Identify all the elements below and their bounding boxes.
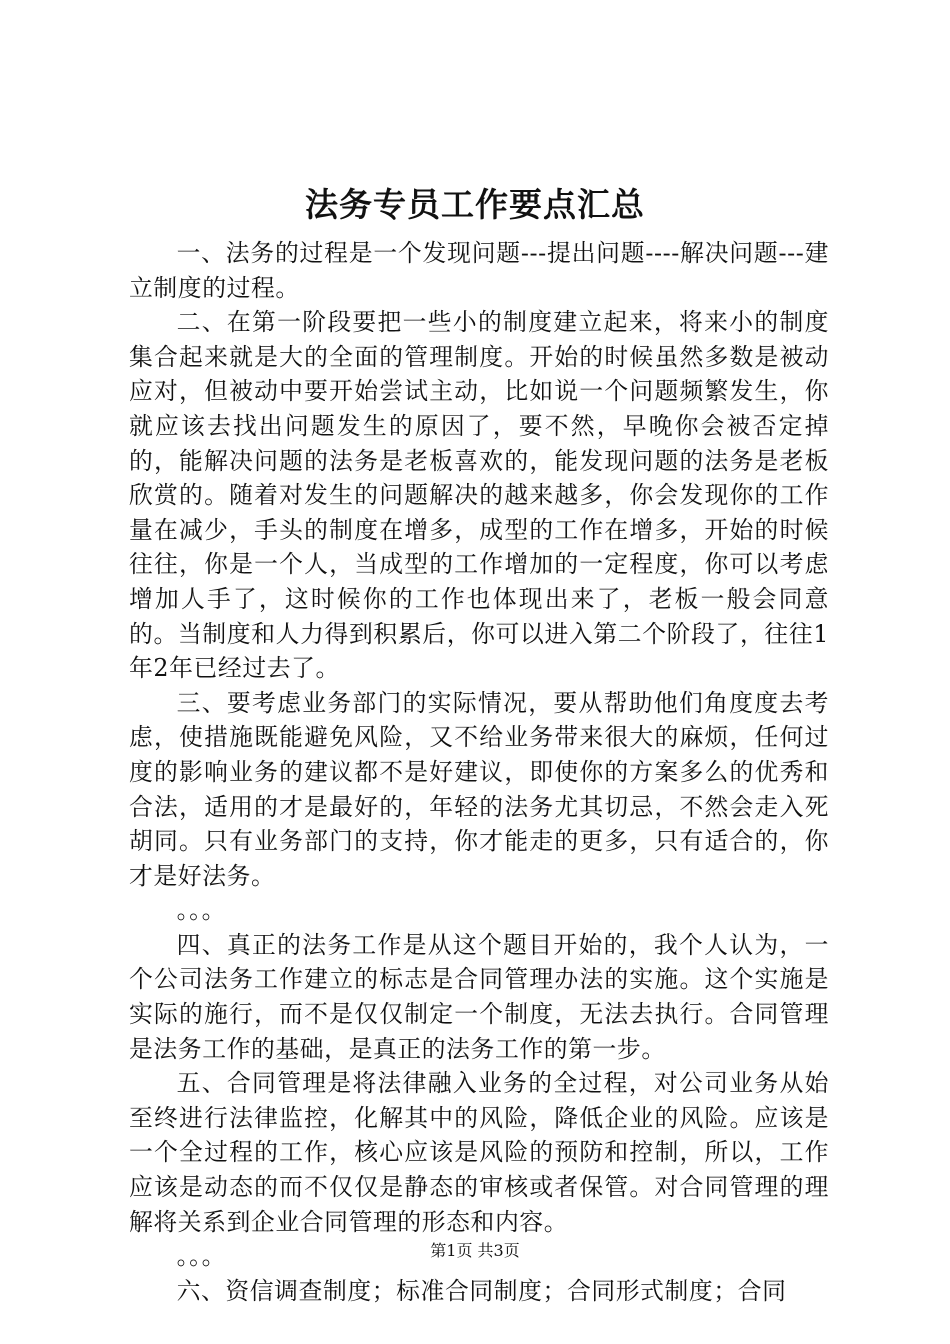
paragraph-4: 四、真正的法务工作是从这个题目开始的，我个人认为，一个公司法务工作建立的标志是合同管理办法的实施。这个实施是实际的施行，而不是仅仅制定一个制度，无法去执行。合同管理是法务工作的基础，是真正的法务工作的第一步。 bbox=[129, 930, 829, 1063]
document-title: 法务专员工作要点汇总 bbox=[305, 185, 645, 224]
document-body bbox=[129, 236, 829, 1308]
paragraph-3: 三、要考虑业务部门的实际情况，要从帮助他们角度度去考虑，使措施既能避免风险，又不给业务带来很大的麻烦，任何过度的影响业务的建议都不是好建议，即使你的方案多么的优秀和合法，适用的才是最好的，年轻的法务尤其切忌，不然会走入死胡同。只有业务部门的支持，你才能走的更多，只有适合的，你才是好法务。 bbox=[129, 688, 829, 890]
paragraph-5: 五、合同管理是将法律融入业务的全过程，对公司业务从始至终进行法律监控，化解其中的风险，降低企业的风险。应该是一个全过程的工作，核心应该是风险的预防和控制，所以，工作应该是动态的而不仅仅是静态的审核或者保管。对合同管理的理解将关系到企业合同管理的形态和内容。 bbox=[129, 1069, 829, 1236]
ellipsis-2: 。。。 bbox=[176, 1242, 226, 1271]
paragraph-2: 二、在第一阶段要把一些小的制度建立起来，将来小的制度集合起来就是大的全面的管理制度。开始的时候虽然多数是被动应对，但被动中要开始尝试主动，比如说一个问题频繁发生，你就应该去找出问题发生的原因了，要不然，早晚你会被否定掉的，能解决问题的法务是老板喜欢的，能发现问题的法务是老板欣赏的。随着对发生的问题解决的越来越多，你会发现你的工作量在减少，手头的制度在增多，成型的工作在增多，开始的时候往往，你是一个人，当成型的工作增加的一定程度，你可以考虑增加人手了，这时候你的工作也体现出来了，老板一般会同意的。当制度和人力得到积累后，你可以进入第二个阶段了，往往1年2年已经过去了。 bbox=[129, 308, 829, 683]
page-footer: 第1页 共3页 bbox=[430, 1241, 520, 1260]
paragraph-1: 一、法务的过程是一个发现问题---提出问题----解决问题---建立制度的过程。 bbox=[129, 239, 829, 302]
paragraph-6: 六、资信调查制度；标准合同制度；合同形式制度；合同 bbox=[176, 1276, 787, 1305]
ellipsis-1: 。。。 bbox=[176, 896, 226, 925]
